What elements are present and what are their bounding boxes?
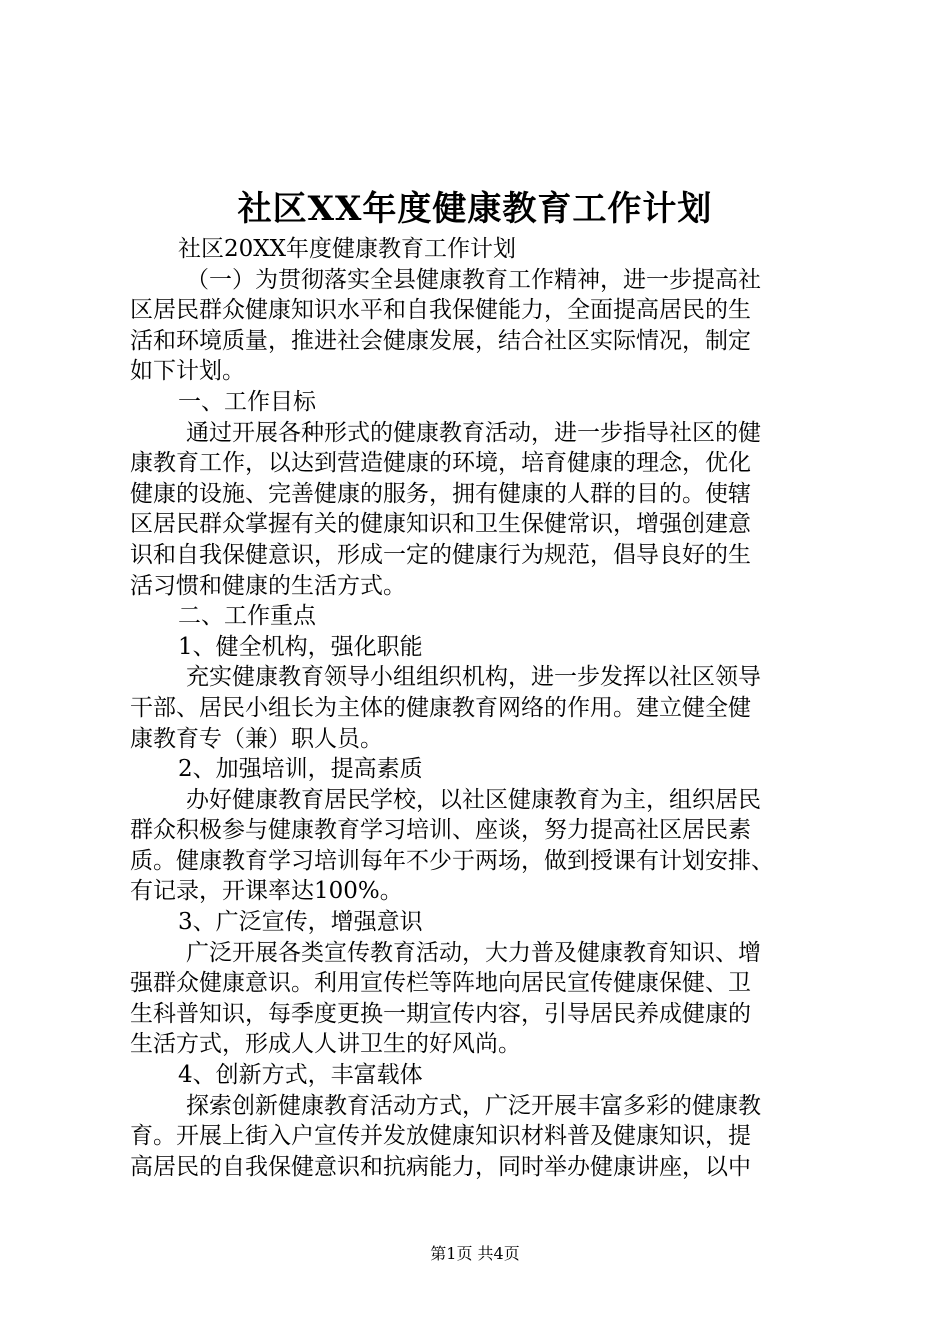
paragraph-line: 有记录，开课率达100%。 bbox=[130, 878, 403, 905]
section-heading: 二、工作重点 bbox=[178, 603, 316, 630]
paragraph-line: 探索创新健康教育活动方式，广泛开展丰富多彩的健康教 bbox=[186, 1092, 761, 1119]
paragraph-line: 干部、居民小组长为主体的健康教育网络的作用。建立健全健 bbox=[130, 694, 751, 721]
subsection-heading: 4、创新方式，丰富载体 bbox=[178, 1062, 423, 1089]
paragraph-line: 通过开展各种形式的健康教育活动，进一步指导社区的健 bbox=[186, 419, 761, 446]
paragraph-line: 群众积极参与健康教育学习培训、座谈，努力提高社区居民素 bbox=[130, 817, 751, 844]
document-body bbox=[130, 234, 830, 1182]
paragraph-line: 充实健康教育领导小组组织机构，进一步发挥以社区领导 bbox=[186, 664, 761, 691]
paragraph-line: 生活方式，形成人人讲卫生的好风尚。 bbox=[130, 1031, 521, 1058]
paragraph-line: 康教育工作，以达到营造健康的环境，培育健康的理念，优化 bbox=[130, 450, 751, 477]
paragraph-line: 生科普知识，每季度更换一期宣传内容，引导居民养成健康的 bbox=[130, 1000, 751, 1027]
paragraph-line: 育。开展上街入户宣传并发放健康知识材料普及健康知识，提 bbox=[130, 1123, 751, 1150]
paragraph-line: 活习惯和健康的生活方式。 bbox=[130, 572, 406, 599]
subsection-heading: 2、加强培训，提高素质 bbox=[178, 756, 423, 783]
paragraph-line: 强群众健康意识。利用宣传栏等阵地向居民宣传健康保健、卫 bbox=[130, 970, 751, 997]
paragraph-line: 办好健康教育居民学校，以社区健康教育为主，组织居民 bbox=[186, 786, 761, 813]
paragraph-line: 健康的设施、完善健康的服务，拥有健康的人群的目的。使辖 bbox=[130, 480, 751, 507]
subsection-heading: 3、广泛宣传，增强意识 bbox=[178, 909, 423, 936]
paragraph-line: 识和自我保健意识，形成一定的健康行为规范，倡导良好的生 bbox=[130, 541, 751, 568]
paragraph-line: 广泛开展各类宣传教育活动，大力普及健康教育知识、增 bbox=[186, 939, 761, 966]
paragraph-line: 质。健康教育学习培训每年不少于两场，做到授课有计划安排、 bbox=[130, 847, 774, 874]
subsection-heading: 1、健全机构，强化职能 bbox=[178, 633, 423, 660]
paragraph-line: 康教育专（兼）职人员。 bbox=[130, 725, 383, 752]
section-heading: 一、工作目标 bbox=[178, 388, 316, 415]
paragraph-line: （一）为贯彻落实全县健康教育工作精神，进一步提高社 bbox=[186, 266, 761, 293]
paragraph-line: 活和环境质量，推进社会健康发展，结合社区实际情况，制定 bbox=[130, 327, 751, 354]
paragraph-line: 如下计划。 bbox=[130, 358, 245, 385]
page-footer: 第1页 共4页 bbox=[430, 1244, 520, 1263]
paragraph-line: 高居民的自我保健意识和抗病能力，同时举办健康讲座，以中 bbox=[130, 1153, 751, 1180]
subtitle-line: 社区20XX年度健康教育工作计划 bbox=[178, 236, 517, 262]
paragraph-line: 区居民群众健康知识水平和自我保健能力，全面提高居民的生 bbox=[130, 297, 751, 324]
paragraph-line: 区居民群众掌握有关的健康知识和卫生保健常识，增强创建意 bbox=[130, 511, 751, 538]
document-title: 社区XX年度健康教育工作计划 bbox=[237, 189, 713, 229]
